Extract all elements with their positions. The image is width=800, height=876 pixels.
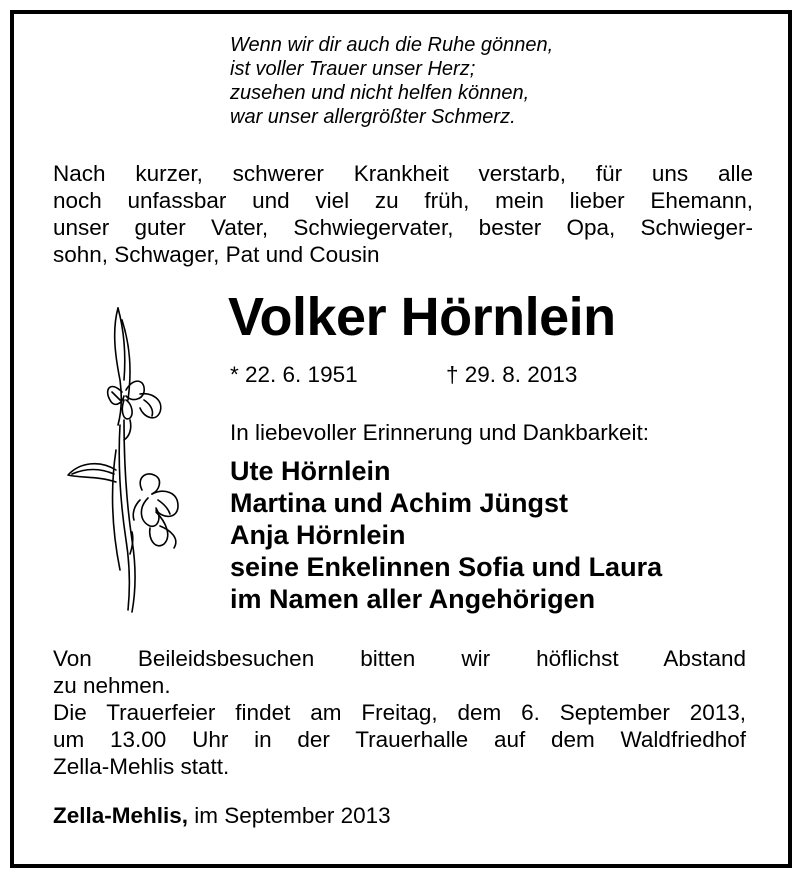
intro-text	[53, 160, 753, 268]
mourner: im Namen aller Angehörigen	[230, 584, 596, 614]
intro-line: sohn, Schwager, Pat und Cousin	[53, 242, 380, 267]
birth-date: * 22. 6. 1951	[230, 362, 358, 387]
closing-line: um 13.00 Uhr in der Trauerhalle auf dem Waldfriedhof	[53, 727, 746, 752]
poem	[230, 33, 553, 129]
signature-line	[53, 803, 391, 829]
mourners-list	[230, 455, 662, 615]
intro-line: noch unfassbar und viel zu früh, mein lieber Ehemann,	[53, 188, 753, 213]
intro-line: Nach kurzer, schwerer Krankheit verstarb, für uns alle	[53, 161, 753, 186]
poem-line: war unser allergrößter Schmerz.	[230, 106, 516, 128]
mourner: Ute Hörnlein	[230, 456, 391, 486]
closing-text	[53, 645, 746, 780]
memory-line: In liebevoller Erinnerung und Dankbarkeit:	[230, 420, 649, 445]
mourner: seine Enkelinnen Sofia und Laura	[230, 552, 663, 582]
sign-date: im September 2013	[188, 803, 391, 828]
closing-line: zu nehmen.	[53, 673, 171, 698]
iris-flower-icon	[60, 300, 200, 615]
deceased-name: Volker Hörnlein	[228, 287, 616, 347]
life-dates	[230, 362, 578, 388]
poem-line: Wenn wir dir auch die Ruhe gönnen,	[230, 34, 554, 56]
closing-line: Die Trauerfeier findet am Freitag, dem 6. September 2013,	[53, 700, 746, 725]
poem-line: ist voller Trauer unser Herz;	[230, 58, 476, 80]
closing-line: Zella-Mehlis statt.	[53, 754, 230, 779]
intro-line: unser guter Vater, Schwiegervater, bester Opa, Schwieger-	[53, 215, 753, 240]
closing-line: Von Beileidsbesuchen bitten wir höflichst Abstand	[53, 646, 746, 671]
poem-line: zusehen und nicht helfen können,	[230, 82, 530, 104]
mourner: Anja Hörnlein	[230, 520, 406, 550]
death-date: † 29. 8. 2013	[446, 362, 578, 387]
sign-place: Zella-Mehlis,	[53, 803, 189, 828]
mourner: Martina und Achim Jüngst	[230, 488, 569, 518]
